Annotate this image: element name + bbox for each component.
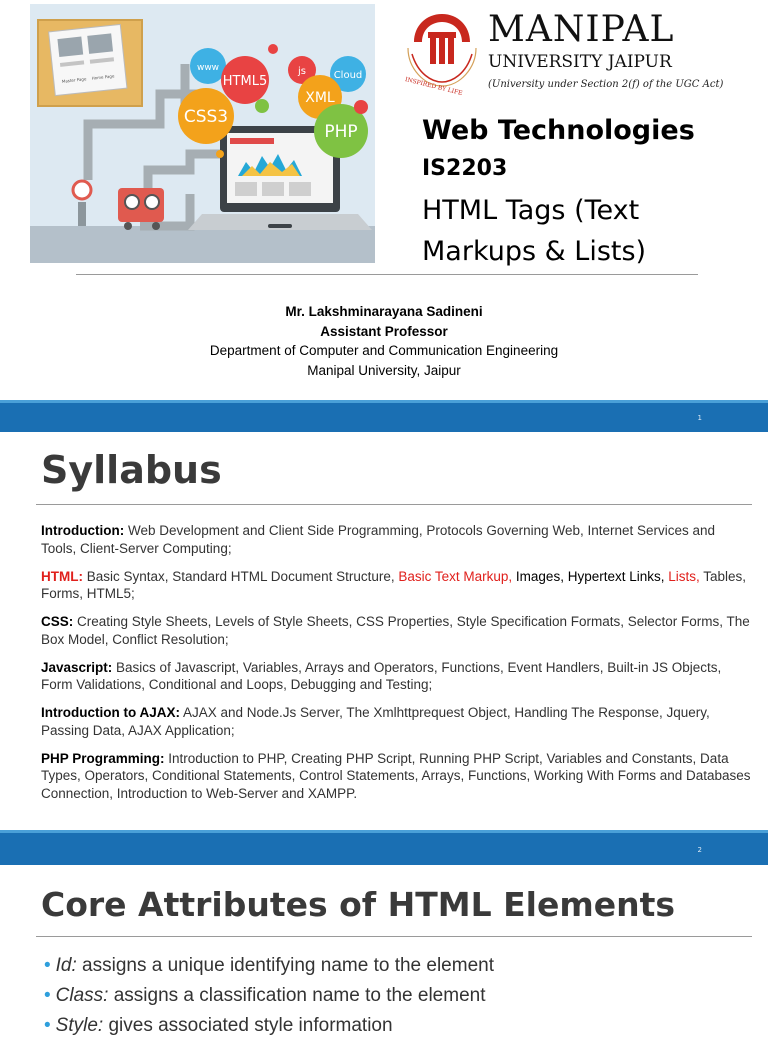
web-technologies-illustration	[30, 4, 375, 263]
course-title: Web Technologies	[422, 115, 695, 146]
bullet-item: • Class: assigns a classification name to the element	[44, 985, 486, 1006]
divider	[76, 274, 698, 275]
divider	[36, 504, 752, 505]
university-subtitle: UNIVERSITY JAIPUR	[488, 52, 672, 72]
bullet-item: • Style: gives associated style information	[44, 1015, 393, 1036]
author-institution: Manipal University, Jaipur	[307, 362, 461, 378]
syllabus-slide	[0, 432, 768, 830]
syllabus-item-javascript: Javascript: Basics of Javascript, Variables, Arrays and Operators, Functions, Event Handlers, Built-in JS Objects, Form Validations, Conditional and Loops, Debugging and Testing;	[41, 659, 722, 692]
svg-text:PHP: PHP	[324, 122, 358, 142]
title-slide	[0, 0, 768, 400]
lecture-topic: HTML Tags (Text Markups & Lists)	[422, 195, 647, 267]
page-number: 1	[697, 414, 702, 422]
syllabus-item-html: HTML: Basic Syntax, Standard HTML Document Structure, Basic Text Markup, Images, Hypertext Links, Lists, Tables, Forms, HTML5;	[41, 568, 747, 601]
svg-text:js: js	[298, 66, 306, 77]
bullet-icon: •	[44, 1015, 51, 1036]
slide-title: Syllabus	[41, 448, 222, 492]
syllabus-item-php: PHP Programming: Introduction to PHP, Creating PHP Script, Running PHP Script, Variables and Constants, Data Types, Operators, Conditional Statements, Control Statements, Arrays, Functions, Working With Forms and Databases Connection, Introduction to Web-Server and XAMPP.	[41, 750, 751, 801]
svg-text:Master Page: Master Page	[61, 76, 87, 84]
slide-separator	[0, 400, 768, 432]
author-department: Department of Computer and Communication Engineering	[209, 343, 559, 358]
svg-text:Home Page: Home Page	[91, 73, 115, 81]
page-number: 2	[697, 846, 702, 854]
corkboard-icon	[38, 20, 142, 106]
bullet-icon: •	[44, 985, 51, 1006]
divider	[36, 936, 752, 937]
syllabus-item-introduction: Introduction: Web Development and Client Side Programming, Protocols Governing Web, Internet Services and Tools, Client-Server Computing;	[41, 523, 716, 556]
university-logo	[404, 8, 724, 98]
bullet-item: • Id: assigns a unique identifying name to the element	[44, 955, 494, 976]
svg-text:Cloud: Cloud	[333, 70, 363, 81]
core-attributes-slide	[0, 865, 768, 1036]
university-note: (University under Section 2(f) of the UGC Act)	[488, 79, 724, 90]
author-designation: Assistant Professor	[320, 323, 448, 339]
syllabus-list	[41, 522, 753, 813]
university-name: MANIPAL	[488, 9, 675, 50]
svg-text:www: www	[196, 63, 220, 73]
svg-text:HTML5: HTML5	[222, 74, 268, 89]
svg-text:XML: XML	[305, 90, 335, 106]
author-block	[0, 302, 768, 380]
bullet-icon: •	[44, 955, 51, 976]
slide-title: Core Attributes of HTML Elements	[41, 885, 676, 924]
slide-separator	[0, 830, 768, 865]
syllabus-item-css: CSS: Creating Style Sheets, Levels of Style Sheets, CSS Properties, Style Specification Formats, Selector Forms, The Box Model, Conflict Resolution;	[41, 614, 750, 647]
syllabus-item-ajax: Introduction to AJAX: AJAX and Node.Js Server, The Xmlhttprequest Object, Handling The Response, Jquery, Passing Data, AJAX Application;	[41, 705, 710, 738]
svg-text:CSS3: CSS3	[183, 107, 229, 127]
course-code: IS2203	[422, 156, 508, 181]
motto-text: INSPIRED BY LIFE	[404, 76, 464, 98]
author-name: Mr. Lakshminarayana Sadineni	[285, 304, 483, 319]
